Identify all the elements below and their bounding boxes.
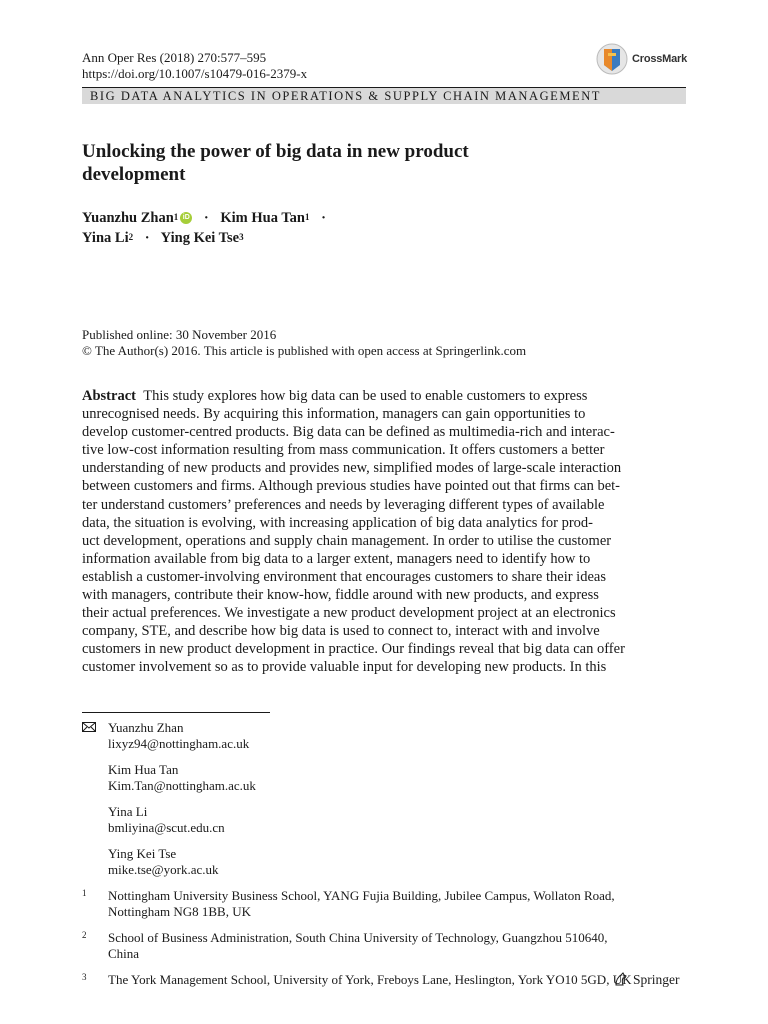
abstract-line: tive low-cost information resulting from mass communication. It offers customers a better <box>82 442 605 459</box>
orcid-icon[interactable]: iD <box>180 212 192 224</box>
author-line-2 <box>82 228 334 248</box>
author-name[interactable]: Ying Kei Tse <box>160 230 240 246</box>
author-name[interactable]: Yuanzhu Zhan <box>82 210 174 226</box>
contact-entry <box>82 720 692 752</box>
abstract-line: establish a customer-involving environment that encourages customers to share their ideas <box>82 568 606 585</box>
affiliation-number: 3 <box>82 972 87 982</box>
author-separator: · <box>144 230 150 246</box>
affiliation-number: 1 <box>82 888 87 898</box>
publisher-name: Springer <box>633 972 680 987</box>
abstract-line: with managers, contribute their know-how, fiddle around with new products, and express <box>82 587 599 604</box>
affiliation-line: The York Management School, University of York, Freboys Lane, Heslington, York YO10 5GD, UK <box>108 972 632 987</box>
footnotes <box>82 720 692 998</box>
doi-link[interactable]: https://doi.org/10.1007/s10479-016-2379-x <box>82 66 308 81</box>
journal-citation: Ann Oper Res (2018) 270:577–595 <box>82 50 267 65</box>
contact-name: Yuanzhu Zhan <box>108 720 184 735</box>
springer-horse-icon <box>613 971 629 987</box>
contact-entry <box>82 762 692 794</box>
author-affil-ref: 1 <box>304 212 310 222</box>
author-affil-ref: 3 <box>239 232 244 242</box>
affiliation-line: Nottingham NG8 1BB, UK <box>108 904 251 919</box>
abstract-line: their actual preferences. We investigate a new product development project at an electronics <box>82 605 616 622</box>
crossmark-label: CrossMark <box>632 53 688 65</box>
affiliation-line: China <box>108 946 140 961</box>
banner-text: BIG DATA ANALYTICS IN OPERATIONS & SUPPLY CHAIN MANAGEMENT <box>90 89 601 103</box>
abstract-line: information available from big data to a larger extent, managers need to identify how to <box>82 550 591 567</box>
author-separator: · <box>321 210 326 226</box>
footnote-rule <box>82 712 270 713</box>
contact-email[interactable]: lixyz94@nottingham.ac.uk <box>108 736 250 751</box>
abstract-line: understanding of new products and provides new, simplified modes of large-scale interaction <box>82 460 622 477</box>
envelope-icon <box>82 722 96 732</box>
abstract-line: Abstract This study explores how big data can be used to enable customers to express <box>82 388 588 404</box>
contact-entry <box>82 804 692 836</box>
contact-email[interactable]: Kim.Tan@nottingham.ac.uk <box>108 778 256 793</box>
affiliation-entry <box>82 888 692 920</box>
author-line-1 <box>82 208 334 228</box>
abstract-heading: Abstract <box>82 388 136 404</box>
author-separator: · <box>203 210 209 226</box>
contact-name: Kim Hua Tan <box>108 762 179 777</box>
abstract-line: unrecognised needs. By acquiring this information, managers can gain opportunities to <box>82 406 586 423</box>
author-name[interactable]: Yina Li <box>82 230 129 246</box>
author-name[interactable]: Kim Hua Tan <box>220 210 305 226</box>
contact-entry <box>82 846 692 878</box>
publication-info <box>82 327 526 359</box>
publisher-logo <box>613 971 680 989</box>
affiliation-line: School of Business Administration, South China University of Technology, Guangzhou 510640, <box>108 930 608 945</box>
abstract-line: data, the situation is evolving, with increasing application of big data analytics for prod- <box>82 514 593 531</box>
affiliation-number: 2 <box>82 930 87 940</box>
abstract <box>82 387 686 677</box>
contact-name: Ying Kei Tse <box>108 846 177 861</box>
author-affil-ref: 2 <box>128 232 134 242</box>
journal-header <box>82 50 307 82</box>
section-banner <box>82 87 686 104</box>
title-line-2: development <box>82 164 186 185</box>
affiliation-entry <box>82 930 692 962</box>
abstract-line: customers in new product development in practice. Our findings reveal that big data can offer <box>82 641 625 658</box>
contact-email[interactable]: mike.tse@york.ac.uk <box>108 862 219 877</box>
abstract-line: company, STE, and describe how big data is used to connect to, interact with and involve <box>82 623 600 640</box>
crossmark-badge[interactable] <box>596 43 688 79</box>
abstract-line: between customers and firms. Although previous studies have pointed out that firms can bet- <box>82 478 620 495</box>
published-date: Published online: 30 November 2016 <box>82 327 277 342</box>
crossmark-icon <box>596 43 628 77</box>
author-list <box>82 208 334 248</box>
contact-email[interactable]: bmliyina@scut.edu.cn <box>108 820 225 835</box>
abstract-line: uct development, operations and supply chain management. In order to utilise the customer <box>82 532 612 549</box>
abstract-line: ter understand customers’ preferences and needs by leveraging different types of available <box>82 496 605 513</box>
abstract-line: develop customer-centred products. Big data can be defined as multimedia-rich and interac- <box>82 424 615 441</box>
affiliation-line: Nottingham University Business School, YANG Fujia Building, Jubilee Campus, Wollaton Road, <box>108 888 615 903</box>
paper-title <box>82 140 642 186</box>
copyright-notice: © The Author(s) 2016. This article is published with open access at Springerlink.com <box>82 343 527 358</box>
title-line-1: Unlocking the power of big data in new product <box>82 141 469 162</box>
contact-name: Yina Li <box>108 804 148 819</box>
author-affil-ref: 1 <box>173 212 179 222</box>
abstract-line: customer involvement so as to provide valuable input for developing new products. In this <box>82 659 607 676</box>
affiliation-entry <box>82 972 692 988</box>
